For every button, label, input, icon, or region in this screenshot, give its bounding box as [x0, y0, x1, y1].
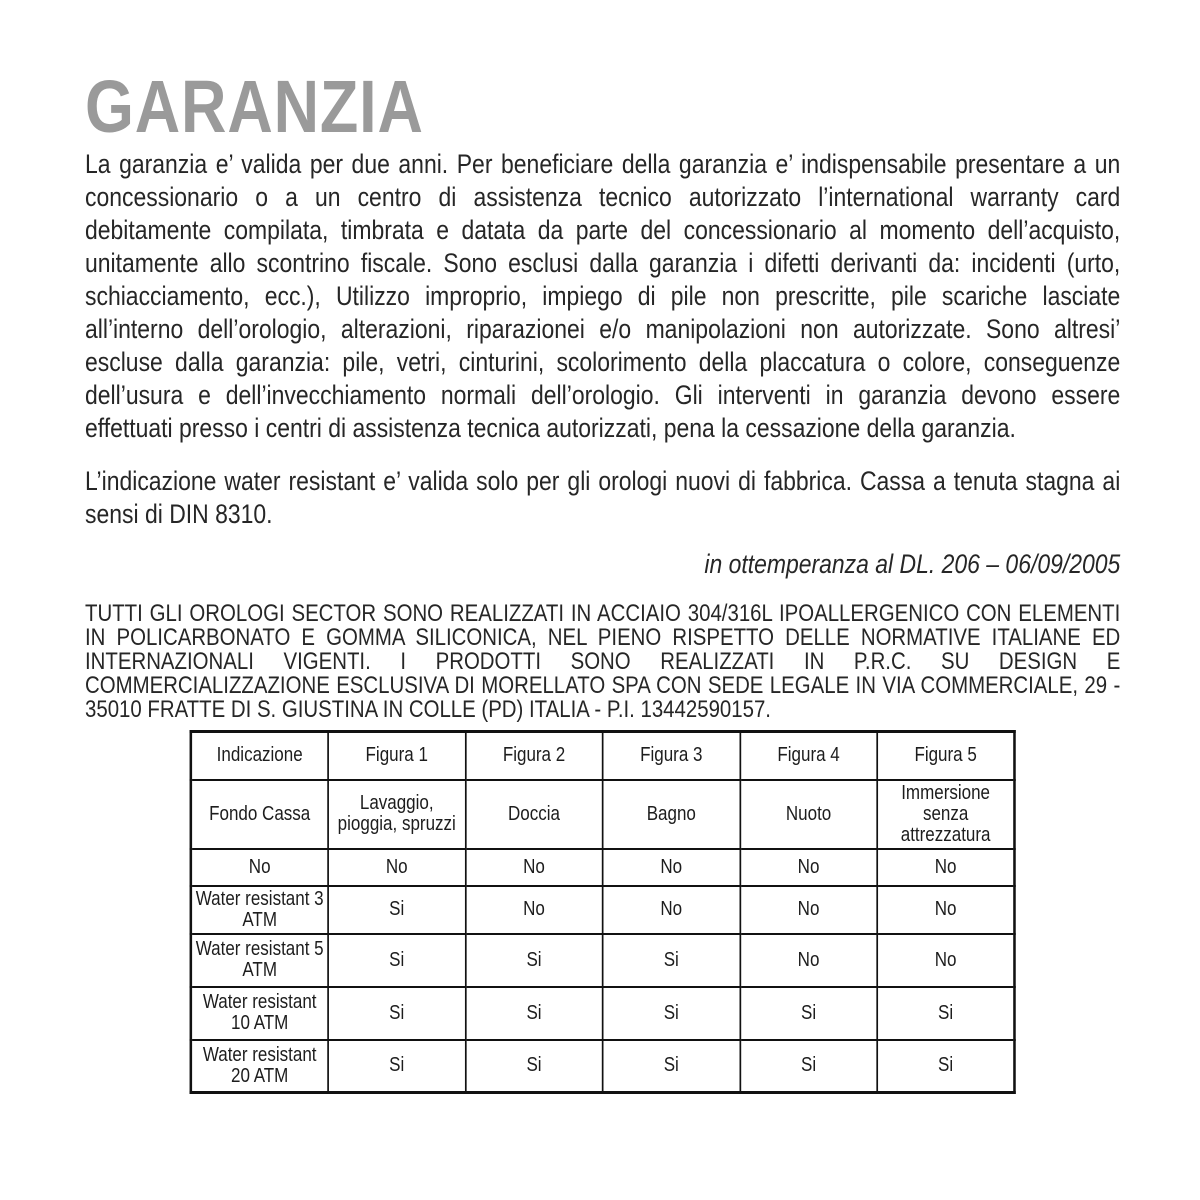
table-cell: Si — [740, 1040, 877, 1093]
row-label-cell: Water resistant 10 ATM — [191, 987, 328, 1040]
table-cell: Si — [465, 987, 602, 1040]
table-row-no — [191, 849, 1015, 886]
table-cell: Si — [328, 987, 465, 1040]
header-cell-figura-1: Figura 1 — [328, 732, 465, 780]
header-cell-figura-2: Figura 2 — [465, 732, 602, 780]
table-cell: Si — [740, 987, 877, 1040]
header-cell-figura-3: Figura 3 — [603, 732, 740, 780]
subheader-cell-fondo-cassa: Fondo Cassa — [191, 780, 328, 849]
row-label-cell: Water resistant 5 ATM — [191, 934, 328, 987]
table-cell: No — [465, 886, 602, 934]
table-cell: No — [877, 849, 1014, 886]
document-content — [85, 0, 1120, 1094]
header-cell-indicazione: Indicazione — [191, 732, 328, 780]
table-cell: Si — [603, 934, 740, 987]
water-resistance-table — [190, 730, 1016, 1094]
subheader-cell-immersione: Immersione senza attrezzatura — [877, 780, 1014, 849]
table-row-5atm — [191, 934, 1015, 987]
table-cell: No — [877, 886, 1014, 934]
table-cell: Si — [603, 987, 740, 1040]
row-label-cell: No — [191, 849, 328, 886]
table-cell: No — [465, 849, 602, 886]
table-row-20atm — [191, 1040, 1015, 1093]
table-cell: No — [603, 886, 740, 934]
table-cell: Si — [877, 987, 1014, 1040]
row-label-cell: Water resistant 3 ATM — [191, 886, 328, 934]
table-cell: No — [740, 934, 877, 987]
row-label-cell: Water resistant 20 ATM — [191, 1040, 328, 1093]
table-cell: No — [740, 849, 877, 886]
table-cell: Si — [877, 1040, 1014, 1093]
table-cell: No — [877, 934, 1014, 987]
paragraph-warranty-terms: La garanzia e’ valida per due anni. Per beneficiare della garanzia e’ indispensabile presentare a un concessionario o a un centro di assistenza tecnico autorizzato l’international warranty card debitamente compilata, timbrata e datata da parte del concessionario al momento dell’acquisto, unitamente allo scontrino fiscale. Sono esclusi dalla garanzia i difetti derivanti da: incidenti (urto, schiacciamento, ecc.), Utilizzo improprio, impiego di pile non prescritte, pile scariche lasciate all’interno dell’orologio, alterazioni, riparazionei e/o manipolazioni non autorizzate. Sono altresi’ escluse dalla garanzia: pile, vetri, cinturini, scolorimento della placcatura o colore, conseguenze dell’usura e dell’invecchiamento normali dell’orologio. Gli interventi in garanzia devono essere effettuati presso i centri di assistenza tecnica autorizzati, pena la cessazione della garanzia. — [85, 149, 1121, 443]
table-row-3atm — [191, 886, 1015, 934]
compliance-decree-line: in ottemperanza al DL. 206 – 06/09/2005 — [704, 549, 1121, 579]
table-cell: Si — [328, 1040, 465, 1093]
table-cell: No — [740, 886, 877, 934]
subheader-cell-bagno: Bagno — [603, 780, 740, 849]
page-title: GARANZIA — [85, 65, 424, 148]
header-cell-figura-4: Figura 4 — [740, 732, 877, 780]
table-cell: Si — [465, 1040, 602, 1093]
paragraph-manufacturer-info: TUTTI GLI OROLOGI SECTOR SONO REALIZZATI IN ACCIAIO 304/316L IPOALLERGENICO CON ELEMENTI IN POLICARBONATO E GOMMA SILICONICA, NEL PIENO RISPETTO DELLE NORMATIVE ITALIANE ED INTERNAZIONALI VIGENTI. I PRODOTTI SONO REALIZZATI IN P.R.C. SU DESIGN E COMMERCIALIZZAZIONE ESCLUSIVA DI MORELLATO SPA CON SEDE LEGALE IN VIA COMMERCIALE, 29 - 35010 FRATTE DI S. GIUSTINA IN COLLE (PD) ITALIA - P.I. 13442590157. — [85, 600, 1121, 723]
table-cell: Si — [328, 886, 465, 934]
paragraph-water-resistant-note: L’indicazione water resistant e’ valida solo per gli orologi nuovi di fabbrica. Cassa a tenuta stagna ai sensi di DIN 8310. — [85, 466, 1121, 529]
subheader-cell-lavaggio: Lavaggio, pioggia, spruzzi — [328, 780, 465, 849]
subheader-cell-nuoto: Nuoto — [740, 780, 877, 849]
subheader-cell-doccia: Doccia — [465, 780, 602, 849]
table-cell: Si — [465, 934, 602, 987]
table-cell: Si — [603, 1040, 740, 1093]
header-cell-figura-5: Figura 5 — [877, 732, 1014, 780]
table-cell: Si — [328, 934, 465, 987]
table-row-10atm — [191, 987, 1015, 1040]
table-cell: No — [603, 849, 740, 886]
table-cell: No — [328, 849, 465, 886]
table-subheader-row — [191, 780, 1015, 849]
table-header-row — [191, 732, 1015, 780]
